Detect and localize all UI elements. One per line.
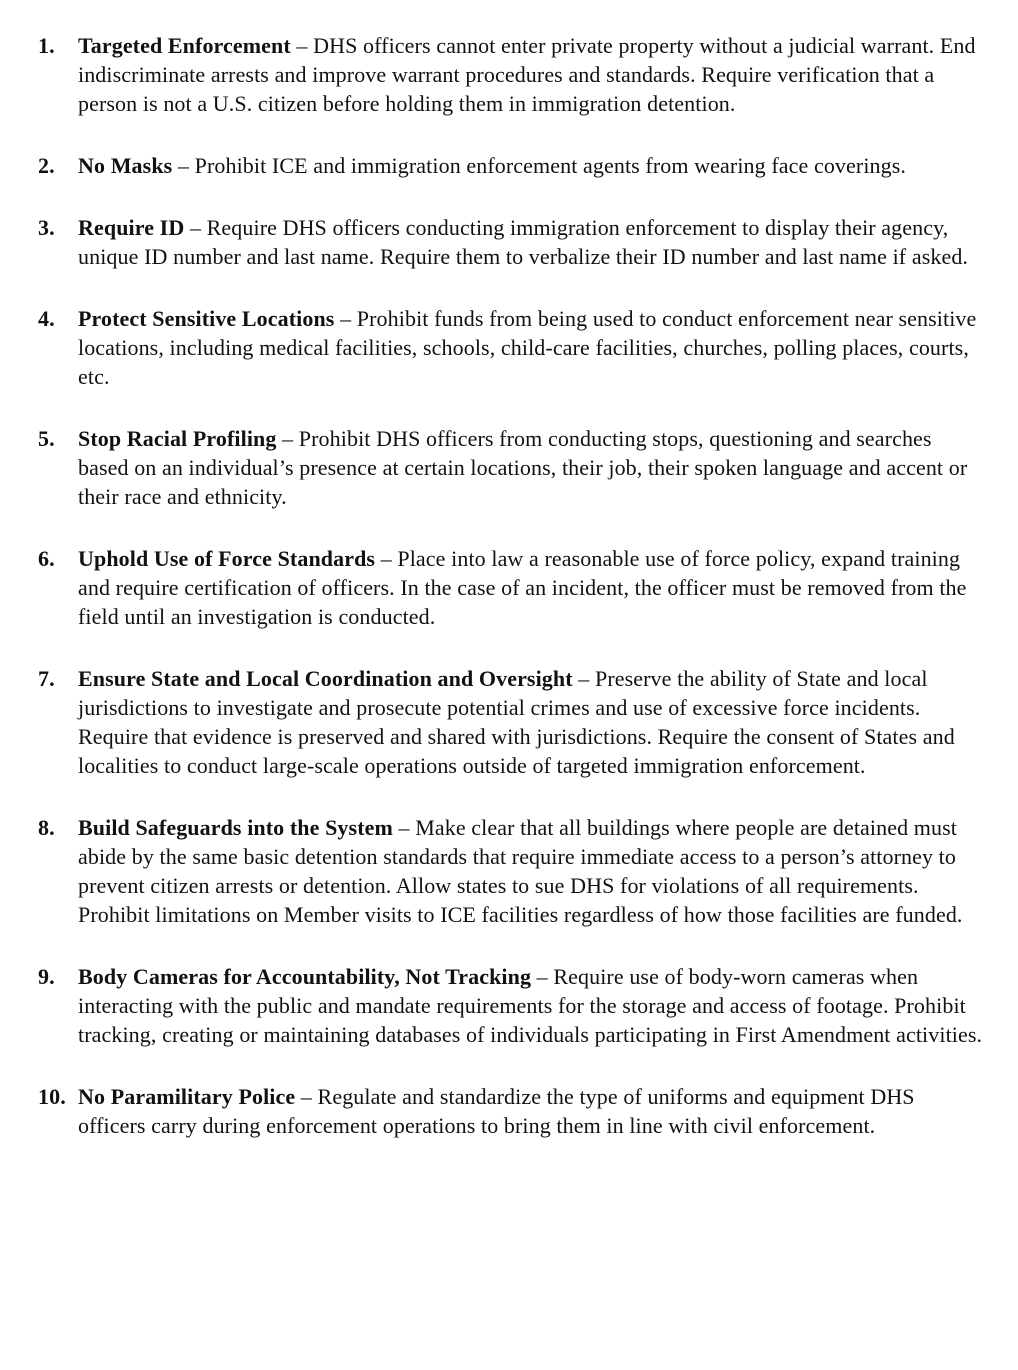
item-body: – Require DHS officers conducting immigration enforcement to display their agency, unique ID number and last name. Require them to verbalize their ID number and last name if asked. xyxy=(78,215,969,269)
item-body: – Prohibit funds from being used to conduct enforcement near sensitive locations, including medical facilities, schools, child-care facilities, churches, polling places, courts, etc. xyxy=(78,306,977,389)
item-title: No Masks xyxy=(78,153,173,178)
item-body: – Prohibit DHS officers from conducting stops, questioning and searches based on an individual’s presence at certain locations, their job, their spoken language and accent or their race and ethnicity. xyxy=(78,426,968,509)
item-body: – Place into law a reasonable use of force policy, expand training and require certification of officers. In the case of an incident, the officer must be removed from the field until an investigation is conducted. xyxy=(78,546,967,629)
list-item xyxy=(38,213,986,271)
item-body: – Require use of body-worn cameras when interacting with the public and mandate requirements for the storage and access of footage. Prohibit tracking, creating or maintaining databases of individuals participating in First Amendment activities. xyxy=(78,964,983,1047)
item-text xyxy=(78,813,986,929)
item-number: 8. xyxy=(38,815,55,840)
list-item xyxy=(38,664,986,780)
item-text xyxy=(78,962,986,1049)
item-title: Stop Racial Profiling xyxy=(78,426,277,451)
item-number: 4. xyxy=(38,306,55,331)
item-text xyxy=(78,544,986,631)
item-number: 3. xyxy=(38,215,55,240)
list-item xyxy=(38,813,986,929)
item-title: Build Safeguards into the System xyxy=(78,815,393,840)
list-item xyxy=(38,544,986,631)
list-item xyxy=(38,31,986,118)
item-number: 7. xyxy=(38,666,55,691)
item-title: Uphold Use of Force Standards xyxy=(78,546,376,571)
item-number: 2. xyxy=(38,153,55,178)
item-title: Protect Sensitive Locations xyxy=(78,306,335,331)
item-title: No Paramilitary Police xyxy=(78,1084,296,1109)
list-item xyxy=(38,962,986,1049)
item-text xyxy=(78,304,986,391)
item-text xyxy=(78,664,986,780)
item-number: 6. xyxy=(38,546,55,571)
list-item xyxy=(38,1082,986,1140)
item-body: – Make clear that all buildings where people are detained must abide by the same basic detention standards that require immediate access to a person’s attorney to prevent citizen arrests or detention. Allow states to sue DHS for violations of all requirements. Prohibit limitations on Member visits to ICE facilities regardless of how those facilities are funded. xyxy=(78,815,963,927)
item-text xyxy=(78,151,986,180)
item-number: 10. xyxy=(38,1084,66,1109)
item-title: Ensure State and Local Coordination and Oversight xyxy=(78,666,573,691)
item-text xyxy=(78,1082,986,1140)
item-number: 1. xyxy=(38,33,55,58)
item-body: – DHS officers cannot enter private property without a judicial warrant. End indiscriminate arrests and improve warrant procedures and standards. Require verification that a person is not a U.S. citizen before holding them in immigration detention. xyxy=(78,33,976,116)
item-text xyxy=(78,31,986,118)
list-item xyxy=(38,424,986,511)
item-title: Body Cameras for Accountability, Not Tracking xyxy=(78,964,532,989)
item-body: – Regulate and standardize the type of uniforms and equipment DHS officers carry during enforcement operations to bring them in line with civil enforcement. xyxy=(78,1084,915,1138)
item-title: Targeted Enforcement xyxy=(78,33,291,58)
list-item xyxy=(38,151,986,180)
item-text xyxy=(78,424,986,511)
item-text xyxy=(78,213,986,271)
list-item xyxy=(38,304,986,391)
item-body: – Prohibit ICE and immigration enforcement agents from wearing face coverings. xyxy=(177,153,906,178)
item-number: 5. xyxy=(38,426,55,451)
item-number: 9. xyxy=(38,964,55,989)
item-body: – Preserve the ability of State and local jurisdictions to investigate and prosecute potential crimes and use of excessive force incidents. Require that evidence is preserved and shared with jurisdictions. Require the consent of States and localities to conduct large-scale operations outside of targeted immigration enforcement. xyxy=(78,666,955,778)
item-title: Require ID xyxy=(78,215,185,240)
